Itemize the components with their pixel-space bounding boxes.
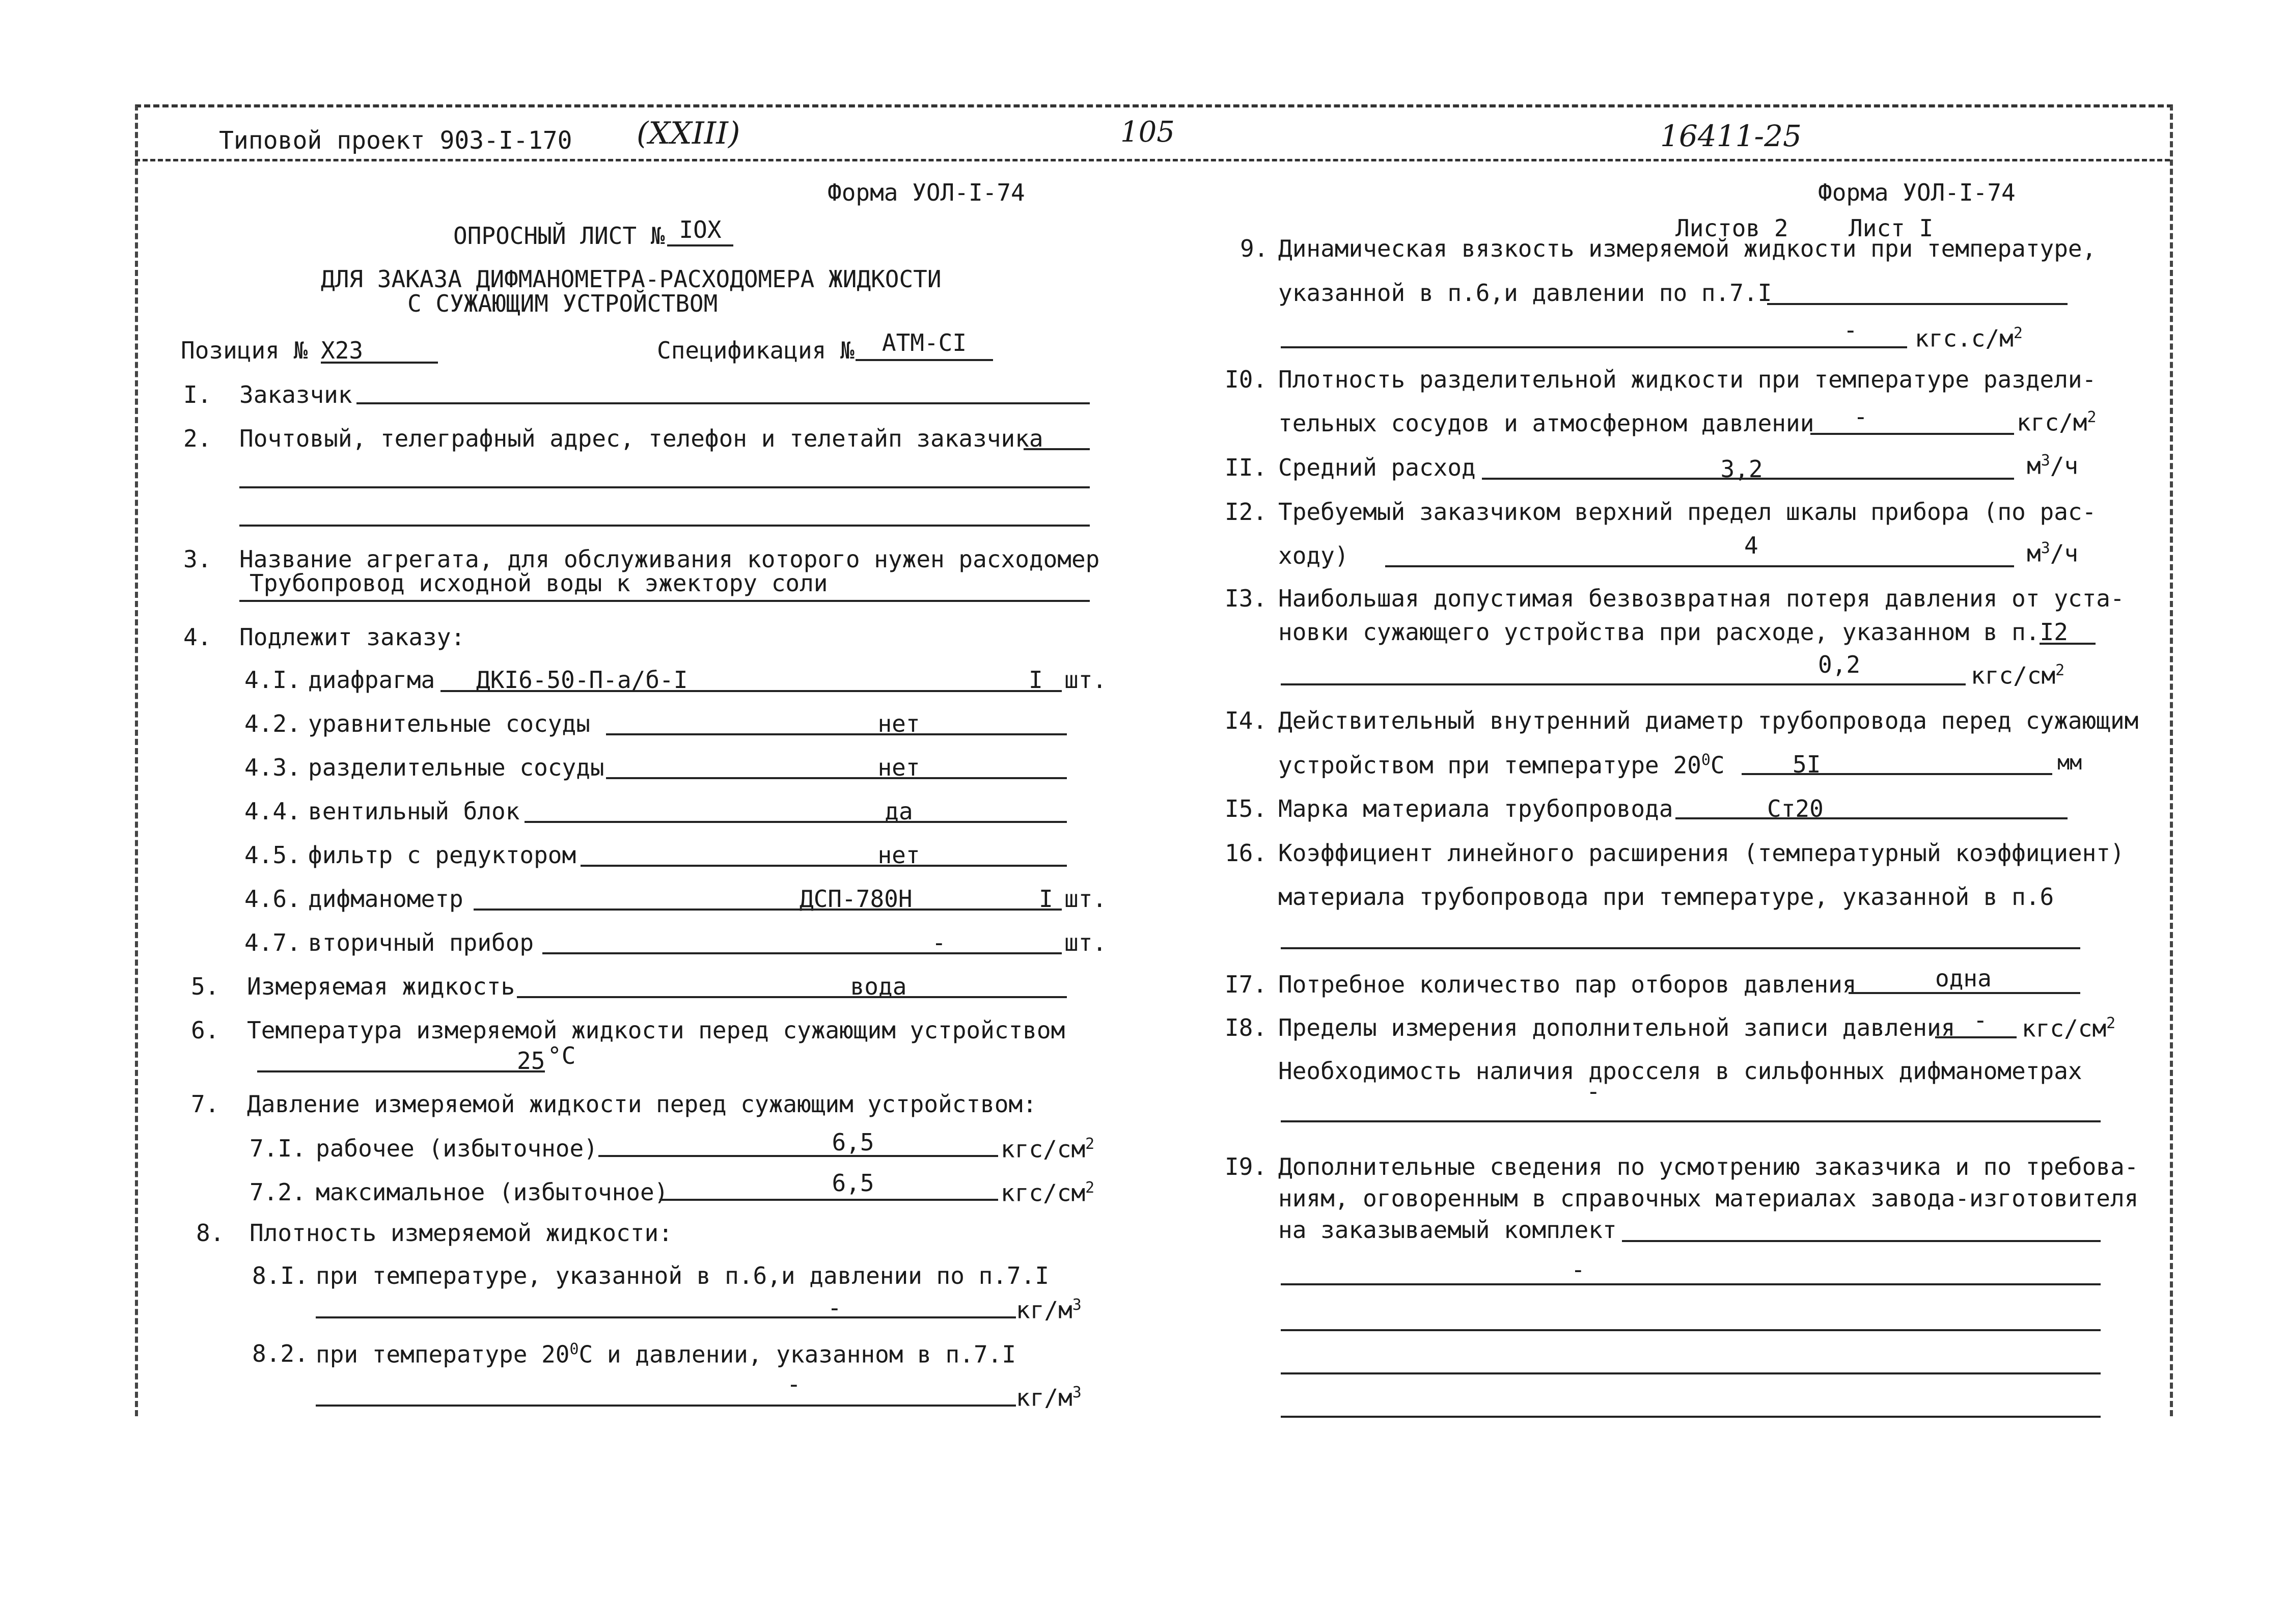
superscript: 2 (2055, 662, 2065, 679)
item-14-unit: мм (2057, 751, 2082, 775)
header-divider (135, 159, 2170, 161)
item-15-value: Ст20 (1767, 795, 1824, 822)
item-12-unit: м (2027, 539, 2041, 567)
superscript: 3 (1072, 1384, 1082, 1401)
item-7-1-number: 7.I. (250, 1135, 306, 1162)
item-19-value: - (1571, 1256, 1585, 1283)
item-6-label: Температура измеряемой жидкости перед сужающим устройством (247, 1016, 1065, 1044)
item-7-number: 7. (191, 1090, 219, 1118)
document-code: 16411-25 (1660, 119, 1802, 153)
item-9-label-b: указанной в п.6,и давлении по п.7.I (1278, 279, 1772, 307)
sheets-count: Листов 2 (1675, 214, 1788, 242)
item-10-number: I0. (1225, 366, 1268, 393)
superscript: 2 (2013, 324, 2023, 342)
item-8-2-unit: кг/м (1016, 1384, 1072, 1412)
item-4-7-label: вторичный прибор (308, 929, 534, 956)
item-19-label-b: ниям, оговоренным в справочных материалах завода-изготовителя (1278, 1185, 2139, 1212)
item-14-label-a: Действительный внутренний диаметр трубопровода перед сужающим (1278, 707, 2139, 734)
item-11-number: II. (1225, 454, 1268, 481)
item-4-3-label: разделительные сосуды (308, 754, 604, 781)
item-4-4-label: вентильный блок (308, 797, 520, 825)
item-13-label-b: новки сужающего устройства при расходе, указанном в п.I2 (1278, 618, 2068, 646)
item-7-1-unit: кгс/см (1001, 1135, 1086, 1163)
item-4-1-label: диафрагма (308, 666, 435, 694)
questionnaire-number: IOX (679, 216, 722, 243)
spec-label: Спецификация № (657, 337, 855, 364)
item-8-1-label: при температуре, указанной в п.6,и давлении по п.7.I (316, 1262, 1050, 1289)
item-4-5-number: 4.5. (244, 841, 301, 869)
item-8-1-value: - (828, 1294, 842, 1322)
item-4-4-number: 4.4. (244, 797, 301, 825)
item-15-label: Марка материала трубопровода (1278, 795, 1673, 822)
position-label: Позиция № (181, 337, 308, 364)
item-4-1-number: 4.I. (244, 666, 301, 694)
item-4-1-unit: шт. (1064, 666, 1107, 694)
form-title-line1: ДЛЯ ЗАКАЗА ДИФМАНОМЕТРА-РАСХОДОМЕРА ЖИДКОСТИ (321, 265, 942, 293)
item-8-1-number: 8.I. (252, 1262, 309, 1289)
item-6-unit: °C (547, 1042, 576, 1069)
item-13-value: 0,2 (1818, 651, 1861, 678)
superscript: 3 (2041, 452, 2050, 470)
item-13-unit: кгс/см (1971, 662, 2056, 690)
item-11-unit: м (2027, 452, 2041, 480)
item-19-number: I9. (1225, 1153, 1268, 1180)
item-9-number: 9. (1240, 235, 1269, 262)
item-12-unit-suffix: /ч (2050, 539, 2079, 567)
item-9-unit: кгс.с/м (1915, 324, 2014, 352)
item-18b-label: Необходимость наличия дросселя в сильфонных дифманометрах (1278, 1057, 2082, 1085)
superscript: 3 (1072, 1296, 1082, 1314)
item-5-label: Измеряемая жидкость (247, 973, 515, 1000)
item-13-number: I3. (1225, 585, 1268, 612)
superscript: 3 (2041, 539, 2050, 557)
item-5-number: 5. (191, 973, 219, 1000)
superscript: 2 (2087, 408, 2097, 426)
item-7-2-value: 6,5 (832, 1169, 874, 1197)
item-7-2-label: максимальное (избыточное) (316, 1178, 669, 1206)
questionnaire-label: ОПРОСНЫЙ ЛИСТ № (453, 222, 665, 250)
item-4-6-number: 4.6. (244, 885, 301, 913)
position-value: X23 (321, 337, 364, 364)
item-15-number: I5. (1225, 795, 1268, 822)
spec-value: АТМ-СI (882, 329, 967, 356)
item-4-5-label: фильтр с редуктором (308, 841, 576, 869)
item-11-value: 3,2 (1720, 455, 1763, 483)
item-4-1-value: ДКI6-50-П-а/б-I (476, 666, 688, 694)
item-14-value: 5I (1793, 751, 1821, 778)
item-4-2-label: уравнительные сосуды (308, 710, 590, 737)
item-7-2-number: 7.2. (250, 1178, 306, 1206)
item-6-number: 6. (191, 1016, 219, 1044)
degree-sign: 0 (569, 1340, 579, 1358)
item-4-2-value: нет (877, 710, 920, 737)
item-12-number: I2. (1225, 498, 1268, 526)
item-4-6-label: дифманометр (308, 885, 463, 913)
item-18-label: Пределы измерения дополнительной записи давления (1278, 1014, 1956, 1041)
item-3-value: Трубопровод исходной воды к эжектору соли (250, 569, 828, 597)
item-8-2-number: 8.2. (252, 1340, 309, 1367)
item-14-number: I4. (1225, 707, 1268, 734)
item-17-value: одна (1935, 965, 1992, 992)
item-16-label-a: Коэффициент линейного расширения (температурный коэффициент) (1278, 839, 2125, 867)
volume-number: (XXIII) (637, 116, 740, 151)
item-19-label-a: Дополнительные сведения по усмотрению заказчика и по требова- (1278, 1153, 2139, 1180)
item-3-label: Название агрегата, для обслуживания которого нужен расходомер (239, 545, 1100, 573)
item-12-value: 4 (1744, 532, 1758, 559)
item-14-label-c: С (1710, 751, 1725, 779)
address-field-line1 (239, 486, 1090, 488)
item-7-1-value: 6,5 (832, 1128, 874, 1156)
item-11-unit-suffix: /ч (2050, 452, 2079, 480)
item-12-label-a: Требуемый заказчиком верхний предел шкалы прибора (по рас- (1278, 498, 2097, 526)
item-1-number: I. (183, 381, 212, 408)
superscript: 2 (1085, 1179, 1095, 1197)
item-6-value: 25 (517, 1047, 545, 1075)
item-2-number: 2. (183, 425, 212, 452)
item-4-2-number: 4.2. (244, 710, 301, 737)
item-10-unit: кгс/м (2017, 408, 2087, 436)
sheet-number: Лист I (1849, 214, 1934, 242)
item-13-label-a: Наибольшая допустимая безвозвратная потеря давления от уста- (1278, 585, 2125, 612)
item-1-label: Заказчик (239, 381, 352, 408)
item-10-label-b: тельных сосудов и атмосферном давлении (1278, 409, 1814, 437)
item-7-1-label: рабочее (избыточное) (316, 1135, 598, 1162)
item-16-number: 16. (1225, 839, 1268, 867)
item-4-4-value: да (885, 797, 913, 825)
item-14-label-b: устройством при температуре 20 (1278, 751, 1701, 779)
item-8-2-label-b: С и давлении, указанном в п.7.I (579, 1340, 1016, 1368)
page-number: 105 (1120, 116, 1175, 149)
item-12-label-b: ходу) (1278, 542, 1349, 569)
customer-field (356, 402, 1090, 404)
item-10-value: - (1854, 403, 1868, 430)
item-8-1-unit: кг/м (1016, 1296, 1072, 1324)
item-4-6-unit: шт. (1064, 885, 1107, 913)
item-8-2-value: - (787, 1370, 801, 1398)
item-11-label: Средний расход (1278, 454, 1476, 481)
form-title-line2: С СУЖАЮЩИМ УСТРОЙСТВОМ (407, 290, 718, 317)
item-2-label: Почтовый, телеграфный адрес, телефон и телетайп заказчика (239, 425, 1043, 452)
project-label: Типовой проект 903-I-170 (219, 126, 572, 155)
item-9-value: - (1843, 316, 1858, 344)
item-10-label-a: Плотность разделительной жидкости при температуре раздели- (1278, 366, 2097, 393)
item-4-6-value: ДСП-780Н (800, 885, 913, 913)
item-17-label: Потребное количество пар отборов давления (1278, 971, 1857, 998)
item-7-2-unit: кгс/см (1001, 1179, 1086, 1207)
item-18b-value: - (1586, 1078, 1601, 1105)
item-4-3-value: нет (877, 754, 920, 781)
item-17-number: I7. (1225, 971, 1268, 998)
item-4-number: 4. (183, 623, 212, 651)
item-4-5-value: нет (877, 841, 920, 869)
item-7-label: Давление измеряемой жидкости перед сужающим устройством: (247, 1090, 1037, 1118)
item-9-label-a: Динамическая вязкость измеряемой жидкости при температуре, (1278, 235, 2097, 262)
item-4-6-qty: I (1039, 885, 1053, 913)
item-4-7-number: 4.7. (244, 929, 301, 956)
item-4-3-number: 4.3. (244, 754, 301, 781)
item-4-1-qty: I (1029, 666, 1043, 694)
item-18-unit: кгс/см (2022, 1014, 2107, 1042)
item-4-7-unit: шт. (1064, 929, 1107, 956)
item-3-number: 3. (183, 545, 212, 573)
item-8-number: 8. (196, 1219, 225, 1247)
item-4-label: Подлежит заказу: (239, 623, 465, 651)
superscript: 2 (1085, 1135, 1095, 1153)
form-code-left: Форма УОЛ-I-74 (828, 179, 1025, 206)
item-18-value: - (1973, 1006, 1988, 1034)
item-8-label: Плотность измеряемой жидкости: (250, 1219, 673, 1247)
degree-sign: 0 (1701, 751, 1711, 769)
item-18-number: I8. (1225, 1014, 1268, 1041)
underline (667, 244, 733, 246)
superscript: 2 (2106, 1014, 2116, 1032)
item-8-2-label-a: при температуре 20 (316, 1340, 570, 1368)
address-field-line2 (239, 525, 1090, 527)
item-4-7-value: - (932, 929, 946, 956)
form-code-right: Форма УОЛ-I-74 (1818, 179, 2016, 206)
item-5-value: вода (850, 973, 907, 1000)
item-16-label-b: материала трубопровода при температуре, указанной в п.6 (1278, 883, 2054, 911)
item-19-label-c: на заказываемый комплект (1278, 1216, 1617, 1244)
